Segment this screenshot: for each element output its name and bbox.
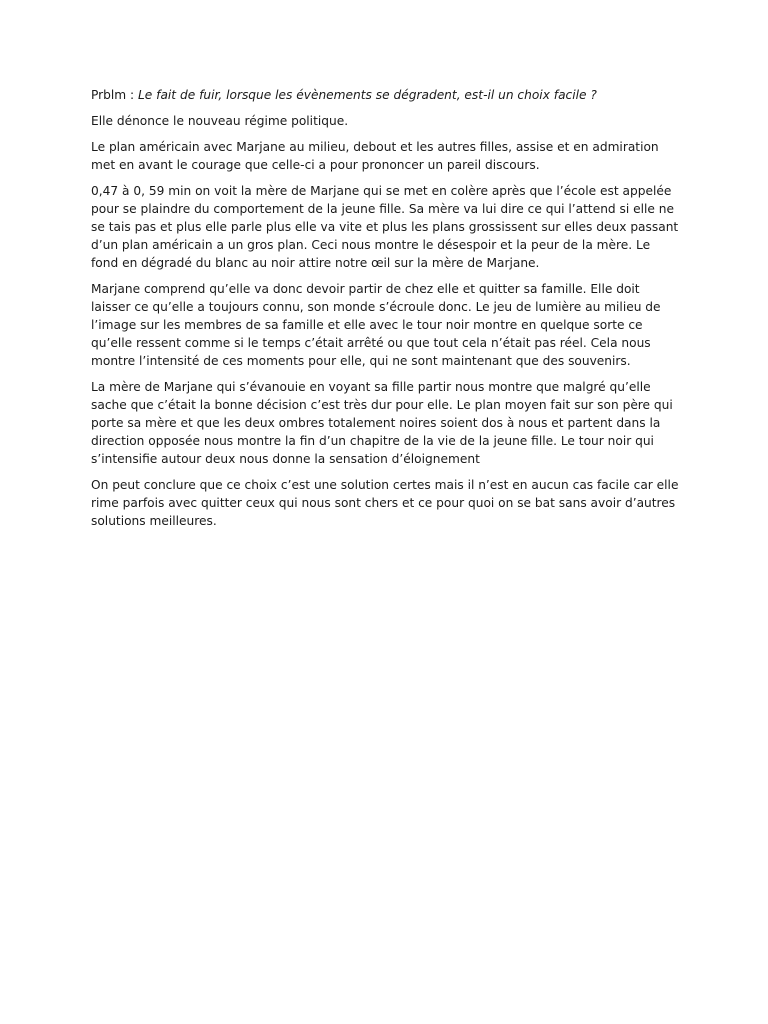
paragraph-regime: Elle dénonce le nouveau régime politique. [91, 114, 349, 128]
paragraph-conclusion: On peut conclure que ce choix c’est une solution certes mais il n’est en aucun cas facile car elle rime parfois avec quitter ceux qui nous sont chers et ce pour quoi on se bat sans avoir d’autres solutions meilleures. [91, 478, 679, 528]
paragraph-mere-colere: 0,47 à 0, 59 min on voit la mère de Marjane qui se met en colère après que l’école est appelée pour se plaindre du comportement de la jeune fille. Sa mère va lui dire ce qui l’attend si elle ne se tais pas et plus elle parle plus elle va vite et plus les plans grossissent sur elles deux passant d’un plan américain a un gros plan. Ceci nous montre le désespoir et la peur de la mère. Le fond en dégradé du blanc au noir attire notre œil sur la mère de Marjane. [91, 184, 679, 270]
paragraph-evanouissement: La mère de Marjane qui s’évanouie en voyant sa fille partir nous montre que malgré qu’elle sache que c’était la bonne décision c’est très dur pour elle. Le plan moyen fait sur son père qui porte sa mère et que les deux ombres totalement noires soient dos à nous et partent dans la direction opposée nous montre la fin d’un chapitre de la vie de la jeune fille. Le tour noir qui s’intensifie autour deux nous donne la sensation d’éloignement [91, 380, 673, 466]
paragraph-depart: Marjane comprend qu’elle va donc devoir partir de chez elle et quitter sa famille. Elle doit laisser ce qu’elle a toujours connu, son monde s’écroule donc. Le jeu de lumière au milieu de l’image sur les membres de sa famille et elle avec le tour noir montre en quelque sorte ce qu’elle ressent comme si le temps c’était arrêté ou que tout cela n’était pas réel. Cela nous montre l’intensité de ces moments pour elle, qui ne sont maintenant que des souvenirs. [91, 282, 661, 368]
problem-label: Prblm : [91, 88, 138, 102]
problem-question: Le fait de fuir, lorsque les évènements se dégradent, est-il un choix facile ? [138, 88, 597, 102]
paragraph-plan-americain: Le plan américain avec Marjane au milieu, debout et les autres filles, assise et en admiration met en avant le courage que celle-ci a pour prononcer un pareil discours. [91, 140, 659, 172]
document-page [91, 86, 681, 538]
problem-statement [91, 86, 681, 104]
